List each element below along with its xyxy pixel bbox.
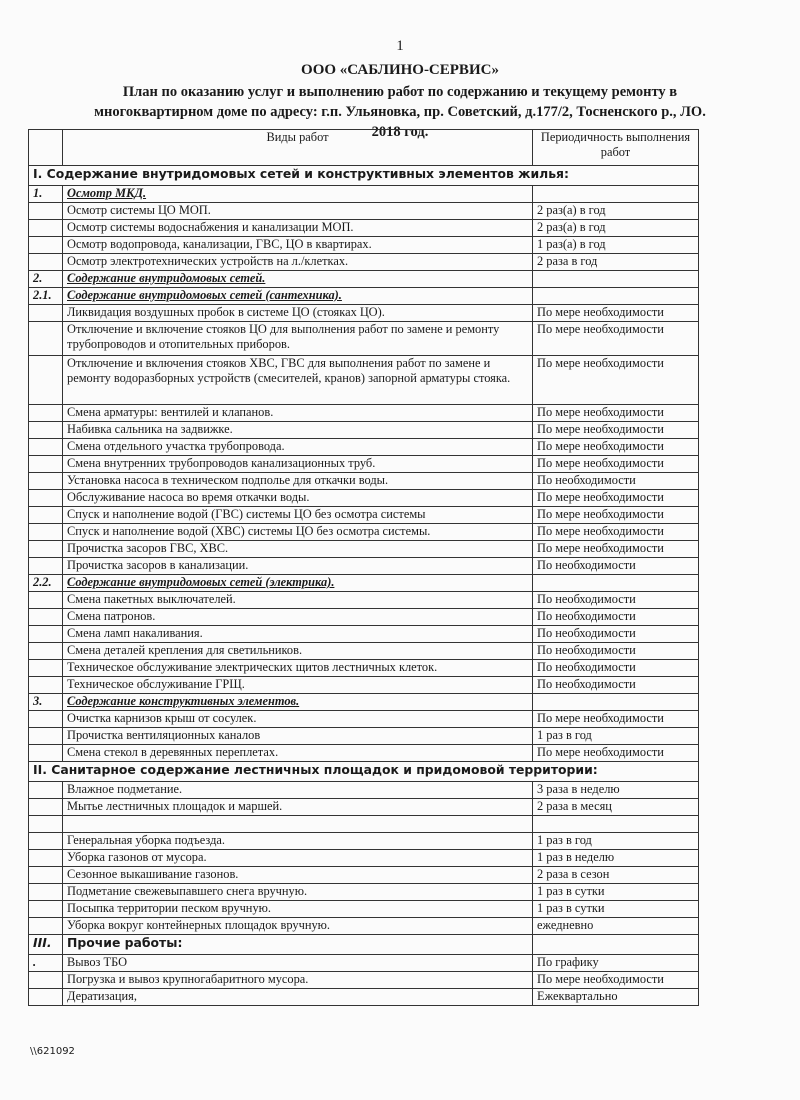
subsection-heading: Содержание внутридомовых сетей (электрика).	[63, 575, 533, 592]
periodicity: 1 раз в неделю	[533, 850, 699, 867]
table-row	[29, 254, 699, 271]
periodicity: 2 раза в год	[533, 254, 699, 271]
periodicity	[533, 186, 699, 203]
row-number	[29, 643, 63, 660]
work-description: Вывоз ТБО	[63, 955, 533, 972]
periodicity: По необходимости	[533, 609, 699, 626]
work-description: Очистка карнизов крыш от сосулек.	[63, 711, 533, 728]
table-row	[29, 490, 699, 507]
periodicity: По необходимости	[533, 626, 699, 643]
row-number	[29, 918, 63, 935]
periodicity: По графику	[533, 955, 699, 972]
work-description: Обслуживание насоса во время откачки воды.	[63, 490, 533, 507]
row-number	[29, 507, 63, 524]
periodicity: По мере необходимости	[533, 422, 699, 439]
work-description: Прочистка засоров ГВС, ХВС.	[63, 541, 533, 558]
work-description: Погрузка и вывоз крупногабаритного мусора.	[63, 972, 533, 989]
table-row	[29, 745, 699, 762]
table-row	[29, 955, 699, 972]
periodicity: По мере необходимости	[533, 524, 699, 541]
work-description: Уборка вокруг контейнерных площадок вручную.	[63, 918, 533, 935]
row-number	[29, 677, 63, 694]
work-description: Смена ламп накаливания.	[63, 626, 533, 643]
table-row	[29, 711, 699, 728]
periodicity: По мере необходимости	[533, 405, 699, 422]
periodicity: ежедневно	[533, 918, 699, 935]
work-description: Смена патронов.	[63, 609, 533, 626]
periodicity: По мере необходимости	[533, 490, 699, 507]
work-description: Ликвидация воздушных пробок в системе ЦО (стояках ЦО).	[63, 305, 533, 322]
work-description: Подметание свежевыпавшего снега вручную.	[63, 884, 533, 901]
table-row	[29, 356, 699, 405]
page-number: 1	[396, 38, 404, 54]
work-description: Набивка сальника на задвижке.	[63, 422, 533, 439]
subsection-row	[29, 186, 699, 203]
table-row	[29, 850, 699, 867]
work-description: Мытье лестничных площадок и маршей.	[63, 799, 533, 816]
row-number	[29, 439, 63, 456]
subsection-heading: Содержание внутридомовых сетей (сантехника).	[63, 288, 533, 305]
periodicity: 1 раз в сутки	[533, 884, 699, 901]
row-number: 3.	[29, 694, 63, 711]
work-description: Спуск и наполнение водой (ХВС) системы ЦО без осмотра системы.	[63, 524, 533, 541]
row-number	[29, 711, 63, 728]
table-row	[29, 456, 699, 473]
periodicity	[533, 694, 699, 711]
row-number	[29, 833, 63, 850]
periodicity: 1 раз в год	[533, 833, 699, 850]
work-description: Влажное подметание.	[63, 782, 533, 799]
work-description: Техническое обслуживание электрических щитов лестничных клеток.	[63, 660, 533, 677]
table-row	[29, 972, 699, 989]
row-number	[29, 422, 63, 439]
work-description: Прочистка вентиляционных каналов	[63, 728, 533, 745]
row-number	[29, 867, 63, 884]
row-number: 2.2.	[29, 575, 63, 592]
periodicity: 2 раза в месяц	[533, 799, 699, 816]
work-description: Смена пакетных выключателей.	[63, 592, 533, 609]
table-row	[29, 541, 699, 558]
work-description: Осмотр системы ЦО МОП.	[63, 203, 533, 220]
row-number	[29, 782, 63, 799]
periodicity: 2 раз(а) в год	[533, 203, 699, 220]
work-description: Дератизация,	[63, 989, 533, 1006]
table-row	[29, 626, 699, 643]
periodicity: По мере необходимости	[533, 456, 699, 473]
subsection-row	[29, 271, 699, 288]
table-row	[29, 816, 699, 833]
periodicity	[533, 575, 699, 592]
table-row	[29, 884, 699, 901]
table-row	[29, 918, 699, 935]
row-number	[29, 799, 63, 816]
work-description: Смена отдельного участка трубопровода.	[63, 439, 533, 456]
work-description: Прочистка засоров в канализации.	[63, 558, 533, 575]
work-description: Установка насоса в техническом подполье для откачки воды.	[63, 473, 533, 490]
table-row	[29, 524, 699, 541]
organization-name: ООО «САБЛИНО-СЕРВИС»	[301, 62, 499, 78]
row-number	[29, 592, 63, 609]
table-row	[29, 203, 699, 220]
periodicity: По мере необходимости	[533, 439, 699, 456]
subsection-row	[29, 288, 699, 305]
work-description: Смена деталей крепления для светильников.	[63, 643, 533, 660]
table-row	[29, 305, 699, 322]
section-row	[29, 166, 699, 186]
section-heading: I. Содержание внутридомовых сетей и конструктивных элементов жилья:	[29, 166, 699, 186]
row-number	[29, 203, 63, 220]
row-number	[29, 524, 63, 541]
work-description: Осмотр системы водоснабжения и канализации МОП.	[63, 220, 533, 237]
periodicity: По необходимости	[533, 473, 699, 490]
periodicity	[533, 271, 699, 288]
subsection-heading: Содержание конструктивных элементов.	[63, 694, 533, 711]
periodicity: По мере необходимости	[533, 356, 699, 405]
row-number	[29, 816, 63, 833]
title-line-3: 2018 год.	[371, 124, 429, 140]
periodicity: 2 раза в сезон	[533, 867, 699, 884]
row-number: 1.	[29, 186, 63, 203]
table-row	[29, 728, 699, 745]
work-description: Осмотр водопровода, канализации, ГВС, ЦО в квартирах.	[63, 237, 533, 254]
work-description: Смена арматуры: вентилей и клапанов.	[63, 405, 533, 422]
table-row	[29, 867, 699, 884]
row-number	[29, 884, 63, 901]
row-number	[29, 220, 63, 237]
table-row	[29, 677, 699, 694]
row-number	[29, 541, 63, 558]
periodicity	[533, 935, 699, 955]
row-number	[29, 254, 63, 271]
title-line-1: План по оказанию услуг и выполнению работ по содержанию и текущему ремонту в	[122, 84, 678, 100]
work-description: Отключение и включение стояков ЦО для выполнения работ по замене и ремонту трубопроводов и отопительных приборов.	[63, 322, 533, 356]
table-row	[29, 322, 699, 356]
row-number	[29, 660, 63, 677]
table-row	[29, 799, 699, 816]
work-description: Уборка газонов от мусора.	[63, 850, 533, 867]
periodicity	[533, 816, 699, 833]
work-description: Посыпка территории песком вручную.	[63, 901, 533, 918]
subsection-row	[29, 575, 699, 592]
row-number	[29, 237, 63, 254]
periodicity: 1 раз(а) в год	[533, 237, 699, 254]
row-number	[29, 626, 63, 643]
periodicity	[533, 288, 699, 305]
periodicity: По необходимости	[533, 558, 699, 575]
work-description: Отключение и включения стояков ХВС, ГВС для выполнения работ по замене и ремонту водоразборных устройств (смесителей, кранов) запорной арматуры стояка.	[63, 356, 533, 405]
table-row	[29, 782, 699, 799]
title-line-2: многоквартирном доме по адресу: г.п. Ульяновка, пр. Советский, д.177/2, Тосненского р., ЛО.	[94, 104, 706, 120]
periodicity: По необходимости	[533, 677, 699, 694]
work-description: Техническое обслуживание ГРЩ.	[63, 677, 533, 694]
row-number	[29, 405, 63, 422]
work-description: Смена внутренних трубопроводов канализационных труб.	[63, 456, 533, 473]
periodicity: По необходимости	[533, 660, 699, 677]
section-row	[29, 762, 699, 782]
row-number	[29, 322, 63, 356]
table-row	[29, 473, 699, 490]
table-row	[29, 507, 699, 524]
table-row	[29, 405, 699, 422]
row-number	[29, 989, 63, 1006]
row-number	[29, 490, 63, 507]
table-row	[29, 901, 699, 918]
periodicity: По мере необходимости	[533, 305, 699, 322]
row-number	[29, 850, 63, 867]
section-row	[29, 935, 699, 955]
row-number	[29, 305, 63, 322]
periodicity: По необходимости	[533, 592, 699, 609]
table-row	[29, 220, 699, 237]
periodicity: По мере необходимости	[533, 711, 699, 728]
table-row	[29, 609, 699, 626]
periodicity: 2 раз(а) в год	[533, 220, 699, 237]
row-number	[29, 745, 63, 762]
table-row	[29, 643, 699, 660]
row-number	[29, 972, 63, 989]
row-number	[29, 728, 63, 745]
periodicity: По мере необходимости	[533, 972, 699, 989]
row-number	[29, 609, 63, 626]
periodicity: По необходимости	[533, 643, 699, 660]
subsection-row	[29, 694, 699, 711]
table-row	[29, 439, 699, 456]
periodicity: 1 раз в год	[533, 728, 699, 745]
row-number	[29, 558, 63, 575]
table-row	[29, 422, 699, 439]
table-header-row	[29, 130, 699, 166]
footer-code: \\621092	[30, 1046, 75, 1057]
work-description: Генеральная уборка подъезда.	[63, 833, 533, 850]
row-number	[29, 901, 63, 918]
work-description: Смена стекол в деревянных переплетах.	[63, 745, 533, 762]
work-description: Осмотр электротехнических устройств на л./клетках.	[63, 254, 533, 271]
table-row	[29, 558, 699, 575]
row-number: .	[29, 955, 63, 972]
periodicity: По мере необходимости	[533, 745, 699, 762]
work-description: Сезонное выкашивание газонов.	[63, 867, 533, 884]
table-row	[29, 833, 699, 850]
table-row	[29, 989, 699, 1006]
periodicity: По мере необходимости	[533, 541, 699, 558]
column-header-periodicity: Периодичность выполнения работ	[533, 130, 699, 166]
subsection-heading: Осмотр МКД.	[63, 186, 533, 203]
periodicity: 1 раз в сутки	[533, 901, 699, 918]
row-number	[29, 356, 63, 405]
periodicity: Ежеквартально	[533, 989, 699, 1006]
periodicity: По мере необходимости	[533, 322, 699, 356]
subsection-heading: Содержание внутридомовых сетей.	[63, 271, 533, 288]
work-description	[63, 816, 533, 833]
row-number: 2.	[29, 271, 63, 288]
work-description: Спуск и наполнение водой (ГВС) системы ЦО без осмотра системы	[63, 507, 533, 524]
row-number	[29, 473, 63, 490]
column-header-work: Виды работ	[63, 130, 533, 166]
table-row	[29, 660, 699, 677]
works-table	[28, 129, 699, 1006]
table-row	[29, 237, 699, 254]
table-row	[29, 592, 699, 609]
section-heading: II. Санитарное содержание лестничных площадок и придомовой территории:	[29, 762, 699, 782]
subsection-heading: Прочие работы:	[63, 935, 533, 955]
row-number	[29, 456, 63, 473]
row-number: III.	[29, 935, 63, 955]
periodicity: По мере необходимости	[533, 507, 699, 524]
periodicity: 3 раза в неделю	[533, 782, 699, 799]
row-number: 2.1.	[29, 288, 63, 305]
